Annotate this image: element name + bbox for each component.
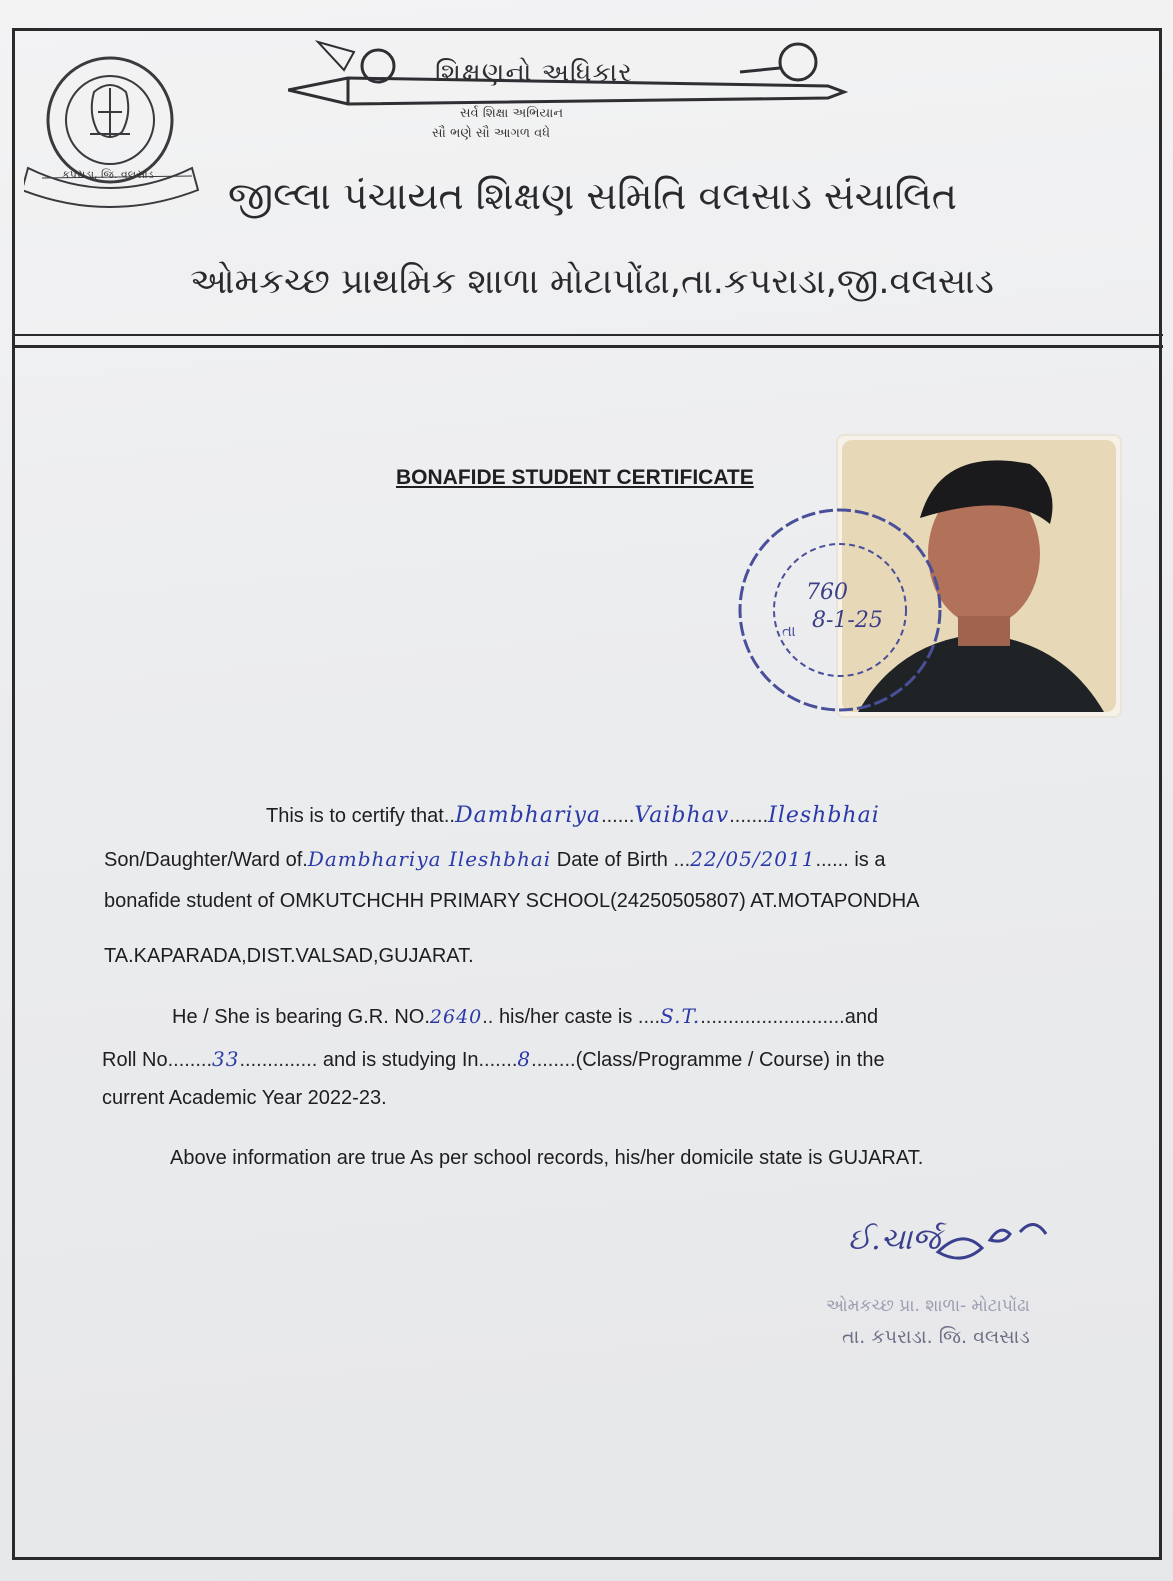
roll-line: Roll No........33.............. and is studying In.......8........(Class/Programme / Course) in the	[102, 1047, 885, 1071]
ward-line: Son/Daughter/Ward of.Dambhariya Ileshbhai Date of Birth ...22/05/2011...... is a	[104, 847, 886, 871]
and-text: and	[844, 1006, 879, 1028]
ward-prefix: Son/Daughter/Ward of	[104, 849, 303, 871]
signature-scribble-icon	[820, 1210, 1120, 1380]
dob-label: Date of Birth	[556, 849, 668, 871]
signature-stamp-school: ઓમકચ્છ પ્રા. શાળા- મોટાપોંઢા	[826, 1296, 1030, 1316]
stamp-number: 760	[806, 580, 848, 605]
school-seal-icon	[24, 52, 204, 212]
gr-number: 2640	[429, 1006, 483, 1028]
principal-signature: ઈ.ચાર્જ	[848, 1222, 941, 1257]
stamp-date: 8-1-25	[812, 608, 883, 633]
header-committee: જીલ્લા પંચાયત શિક્ષણ સમિતિ વલસાડ સંચાલિત	[228, 174, 957, 218]
gr-line: He / She is bearing G.R. NO.2640.. his/her caste is ....S.T...........................and	[172, 1004, 879, 1028]
caste-value: S.T.	[660, 1004, 701, 1028]
domicile-line: Above information are true As per school records, his/her domicile state is GUJARAT.	[170, 1147, 924, 1169]
is-a-text: is a	[854, 849, 886, 871]
parent-name: Dambhariya Ileshbhai	[307, 847, 552, 871]
student-first-name: Dambhariya	[454, 803, 602, 828]
banner-slogan: સૌ ભણે સૌ આગળ વધે	[432, 126, 551, 141]
header-divider-double	[12, 345, 1163, 348]
banner-title: શિક્ષણનો અધિકાર	[435, 58, 633, 88]
school-line: bonafide student of OMKUTCHCHH PRIMARY SCHOOL(24250505807) AT.MOTAPONDHA	[104, 890, 920, 912]
certify-line: This is to certify that..Dambhariya......Vaibhav.......Ileshbhai	[266, 803, 880, 828]
address-line: TA.KAPARADA,DIST.VALSAD,GUJARAT.	[104, 945, 474, 967]
stamp-date-prefix: તા	[782, 622, 796, 640]
class-value: 8	[517, 1047, 532, 1071]
banner-subtitle: સર્વ શિક્ષા અભિયાન	[460, 106, 564, 121]
caste-label: his/her caste is	[498, 1006, 633, 1028]
gr-prefix: He / She is bearing G.R. NO.	[172, 1006, 430, 1028]
student-last-name: Ileshbhai	[768, 803, 880, 828]
signature-stamp-place: તા. કપરાડા. જિ. વલસાડ	[842, 1326, 1030, 1348]
header-school-name: ઓમકચ્છ પ્રાથમિક શાળા મોટાપોંઢા,તા.કપરાડા,જી.વલસાડ	[190, 262, 994, 302]
roll-number: 33	[212, 1047, 240, 1071]
student-middle-name: Vaibhav	[634, 803, 730, 828]
certificate-title: BONAFIDE STUDENT CERTIFICATE	[396, 466, 754, 489]
certify-prefix: This is to certify that	[266, 805, 444, 827]
academic-year-line: current Academic Year 2022-23.	[102, 1087, 387, 1109]
seal-ribbon-text: કપરાડા, જિ. વલસાડ	[62, 168, 154, 181]
header-divider	[12, 334, 1163, 336]
pencil-banner-icon	[288, 38, 848, 148]
studying-label: and is studying In	[322, 1049, 479, 1071]
dob-value: 22/05/2011	[690, 847, 816, 871]
roll-label: Roll No	[102, 1049, 168, 1071]
class-suffix: (Class/Programme / Course) in the	[575, 1049, 885, 1071]
